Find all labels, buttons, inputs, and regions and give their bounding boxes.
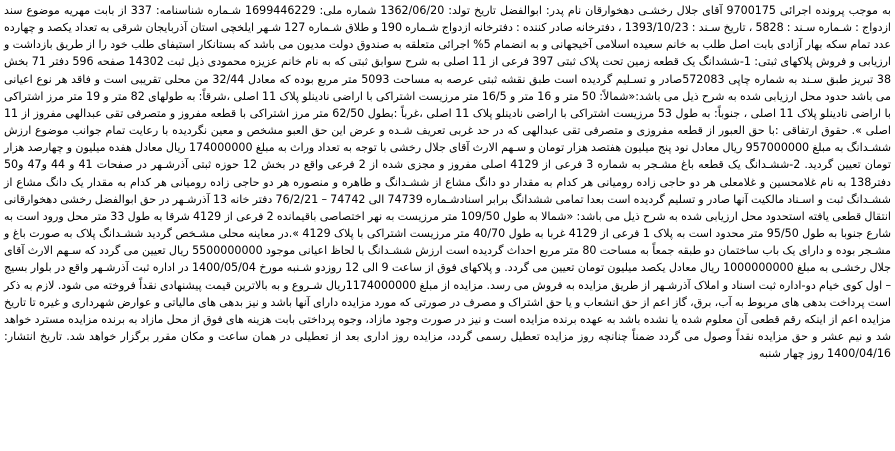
notice-body-text: به موجب پرونده اجرائی 9700175 آقای جلال رخشـی دهخوارقان نام پدر: ابوالفضل تاریخ تولد: 1362/06/20 شماره ملی: 1699446229 شـماره شناسنامه: 337 از بابت مهریه موضوع سند ازدواج : شـماره سـند : 5828 ، تاریخ سـند : 1393/10/23 ، دفترخانه صادر کننده : دفترخانه ازدواج شـماره 190 و طلاق شـماره 127 شـهر ایلخچی استان آذربایجان شرقی به تعداد یکصد و چهارده عدد تمام سکه بهار آزادی بابت اصل طلب به خانم سعیده اسلامی آخیجهانی و به انضمام 5% اجرائی متعلقه به صندوق دولت مدیون می باشد که بستانکار استیفای طلب خود را از طریق بازداشت و ارزیابی و فروش پلاکهای ثبتی: 1-ششدانگ یک قطعه زمین تحت پلاک ثبتی 397 فرعی از 11 اصلی به شرح سوابق ثبتی که به نام خانم عزیزه محمودی ذیل ثبت 14302 صفحه 596 دفتر 71 بخش 38 تبریز طبق سـند به شماره چاپی 572083صادر و تسـلیم گردیده است طبق نقشه ثبتی عرصه به مساحت 5093 متر مربع بوده که معادل 32/44 من محلی تقریبی است و فاقد هر نوع اعیانی می باشد حدود محل ارزیابی شده به شرح ذیل می باشد:«شمالاً: 50 متر و 16 متر و 16/5 متر مرزیست اشتراکی با اراضی نادینلو پلاک 11 اصلی ،شرقاً: به طولهای 82 متر و 19 متر مرز اشتراکی با اراضی نادینلو پلاک 11 اصلی ، جنوباً: به طول 53 مرزیست اشتراکی با اراضی نادینلو پلاک 11 اصلی ،غرباً :بطول 62/50 متر مرز اشتراکی با قطعه مفروز و متصرفی تقی عبدالهی مفروز از 11 اصلی ». حقوق ارتفاقی :با حق العبور از قطعه مفروزی و متصرفی تقی عبدالهی که در حد غربی تعریف شـده و عرض این حق العبو مشخص و معین نگردیده با رعایت تمام جوانب موضوع ارزش ششـدانگ به مبلغ 957000000 ریال معادل نود پنج میلیون هفتصد هزار تومان و سـهم الارث آقای جلال رخشی با توجه به تعداد وراث به مبلغ 174000000 ریال معادل هفده میلیون و چهارصد هزار تومان تعیین گردید. 2-ششـدانگ یک قطعه باغ مشـجر به شماره 3 فرعی از 4129 اصلی مفروز و مجزی شده از 2 فرعی واقع در بخش 12 حوزه ثبتی آذرشـهر در صفحات 41 و 44 و47 و50 دفتر138 به نام غلامحسین و غلامعلی هر دو حاجی زاده رومیانی هر کدام به مقدار دو دانگ مشاع از ششـدانگ و طاهره و منصوره هر دو حاجی زاده رومیانی هر کدام به مقدار یک دانگ مشاع از ششـدانگ ثبت و اسـناد مالکیت آنها صادر و تسلیم گردیده است بعدا تمامی ششدانگ برابر اسنادشـماره 74739 الی 74742 – 76/2/21 دفتر خانه 13 آذرشـهر در حق ابوالفضل رخشی دهخوارقانی انتقال قطعی یافته استحدود محل ارزیابی شده به شرح ذیل می باشد: «شمالا به طول 109/50 متر مرزیست به نهر اختصاصی باقیمانده 2 فرعی از 4129 شرقا به طول 33 متر محل ورود است به شارع جنوبا به طول 95/50 متر محدود است به پلاک 1 فرعی از 4129 غربا به طول 40/70 متر مرزیست اشتراکی با پلاک 4129 ».در معاینه محلی مشـخص گردید ششـدانگ پلاک به صورت باغ و مشـجر بوده و دارای یک باب ساختمان دو طبقه جمعاً به مساحت 80 متر مربع احداث گردیده است ارزش ششـدانگ با لحاظ اعیانی موجود 5500000000 ریال تعیین می گردد که سـهم الارث آقای جلال رخشـی به مبلغ 1000000000 ریال معادل یکصد میلیون تومان تعیین می گردد. و پلاکهای فوق از ساعت 9 الی 12 روزدو شـنبه مورخ 1400/05/04 در اداره ثبت آذرشـهر واقع در بلوار بسیج – اول کوی خیام دو-اداره ثبت اسناد و املاک آذرشـهر از طریق مزایده به فروش می رسد. مزایده از مبلغ 1174000000ریال شـروع و به بالاترین قیمت پیشنهادی نقداً فروخته می شود. لازم به ذکر است پرداخت بدهی های مربوط به آب، برق، گاز اعم از حق انشعاب و یا حق اشتراک و مصرف در صورتی که مورد مزایده دارای آنها باشد و نیز بدهی های مالیاتی و عوارض شهرداری و غیره تا تاریخ مزایده اعم از اینکه رقم قطعی آن معلوم شده یا نشده باشد به عهده برنده مزایده است و نیز در صورت وجود مازاد، وجوه پرداختی بابت هزینه های فوق از محل مازاد به برنده مزایده مسترد خواهد شد و نیم عشر و حق مزایده نقداً وصول می گردد ضمناً چنانچه روز مزایده تعطیل رسمی گردد، مزایده روز اداری بعد از تعطیلی در همان ساعت و مکان مقرر برگزار خواهد شد. تاریخ انتشار: 1400/04/16 روز چهار شنبه (4, 4, 892, 361)
